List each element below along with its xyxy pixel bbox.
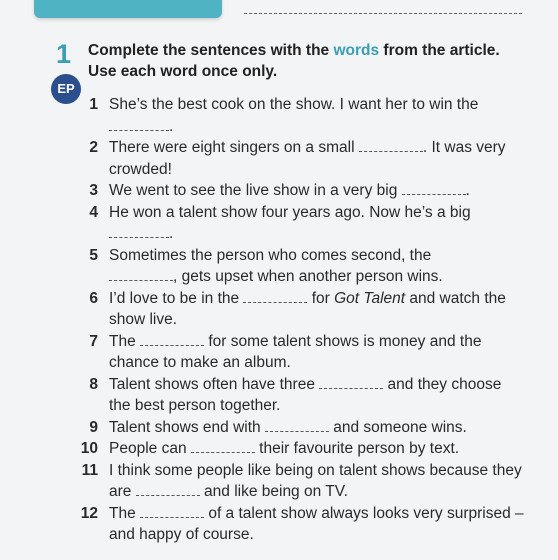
answer-blank[interactable] (109, 223, 169, 238)
sentence-item (74, 438, 524, 460)
sentence-text: . It was very crowded! (109, 139, 506, 178)
instruction-text: from the article. Use each word once only. (88, 42, 500, 80)
answer-blank[interactable] (191, 438, 255, 453)
sentence-item (74, 374, 524, 417)
sentence-text: . (169, 225, 174, 242)
sentence-text: I’d love to be in the (109, 289, 244, 307)
sentence-item (74, 288, 524, 331)
item-number: 6 (89, 289, 98, 307)
sentence-text: He won a talent show four years ago. Now he’s a big (109, 203, 471, 221)
item-number: 12 (80, 504, 98, 522)
sentence-text: The (109, 504, 141, 522)
sentence-item (74, 460, 524, 503)
sentence-text: . (465, 182, 470, 199)
sentence-text: . (169, 117, 174, 135)
answer-blank[interactable] (319, 374, 383, 389)
answer-blank[interactable] (136, 481, 200, 496)
item-number: 9 (89, 418, 98, 436)
sentence-item (74, 503, 524, 546)
sentence-text: for some talent shows is money and the chance to make an album. (109, 332, 482, 371)
item-number: 10 (80, 440, 98, 457)
instruction-keyword: words (333, 42, 380, 59)
answer-blank[interactable] (359, 137, 423, 152)
sentence-item (74, 202, 524, 245)
sentence-text: and they choose the best person together. (109, 375, 502, 414)
sentence-text: and watch the show live. (109, 289, 506, 328)
ep-badge: EP (51, 74, 81, 104)
sentence-item (74, 245, 524, 288)
sentence-text: Talent shows often have three (109, 375, 320, 393)
item-number: 4 (89, 203, 98, 221)
answer-blank[interactable] (109, 266, 173, 281)
answer-blank[interactable] (265, 417, 329, 432)
sentence-text: There were eight singers on a small (109, 139, 359, 156)
exercise-instruction (88, 40, 508, 82)
sentence-text: and someone wins. (328, 418, 467, 436)
answer-blank[interactable] (140, 503, 204, 518)
item-number: 3 (89, 182, 98, 199)
header-banner (34, 0, 222, 18)
sentence-list (74, 94, 524, 546)
item-number: 8 (89, 375, 98, 393)
sentence-text: I think some people like being on talent shows because they are (109, 461, 522, 500)
sentence-item (74, 417, 524, 439)
sentence-item (74, 94, 524, 137)
sentence-text: and like being on TV. (199, 483, 348, 500)
item-number: 7 (89, 332, 98, 350)
item-number: 5 (89, 246, 98, 264)
sentence-text: People can (109, 440, 191, 457)
answer-blank[interactable] (140, 331, 204, 346)
sentence-text: The (109, 332, 141, 350)
exercise-number: 1 (56, 39, 72, 69)
sentence-item (74, 137, 524, 180)
item-number: 1 (89, 96, 98, 113)
answer-blank[interactable] (402, 180, 466, 195)
sentence-text: for (307, 289, 335, 307)
instruction-text: Complete the sentences with the (88, 42, 334, 59)
sentence-text: We went to see the live show in a very big (109, 182, 402, 199)
answer-line (244, 13, 522, 14)
sentence-item (74, 331, 524, 374)
sentence-text: Talent shows end with (109, 418, 265, 436)
answer-blank[interactable] (243, 288, 307, 303)
item-number: 2 (89, 139, 98, 156)
sentence-item (74, 180, 524, 202)
item-number: 11 (81, 461, 98, 479)
sentence-text: , gets upset when another person wins. (173, 268, 443, 285)
answer-blank[interactable] (109, 116, 169, 131)
sentence-text: Sometimes the person who comes second, the (109, 246, 432, 264)
sentence-text: She’s the best cook on the show. I want her to win the (109, 96, 479, 113)
sentence-text: their favourite person by text. (254, 440, 460, 457)
sentence-text: of a talent show always looks very surprised – and happy of course. (109, 504, 524, 543)
show-title: Got Talent (334, 289, 406, 307)
